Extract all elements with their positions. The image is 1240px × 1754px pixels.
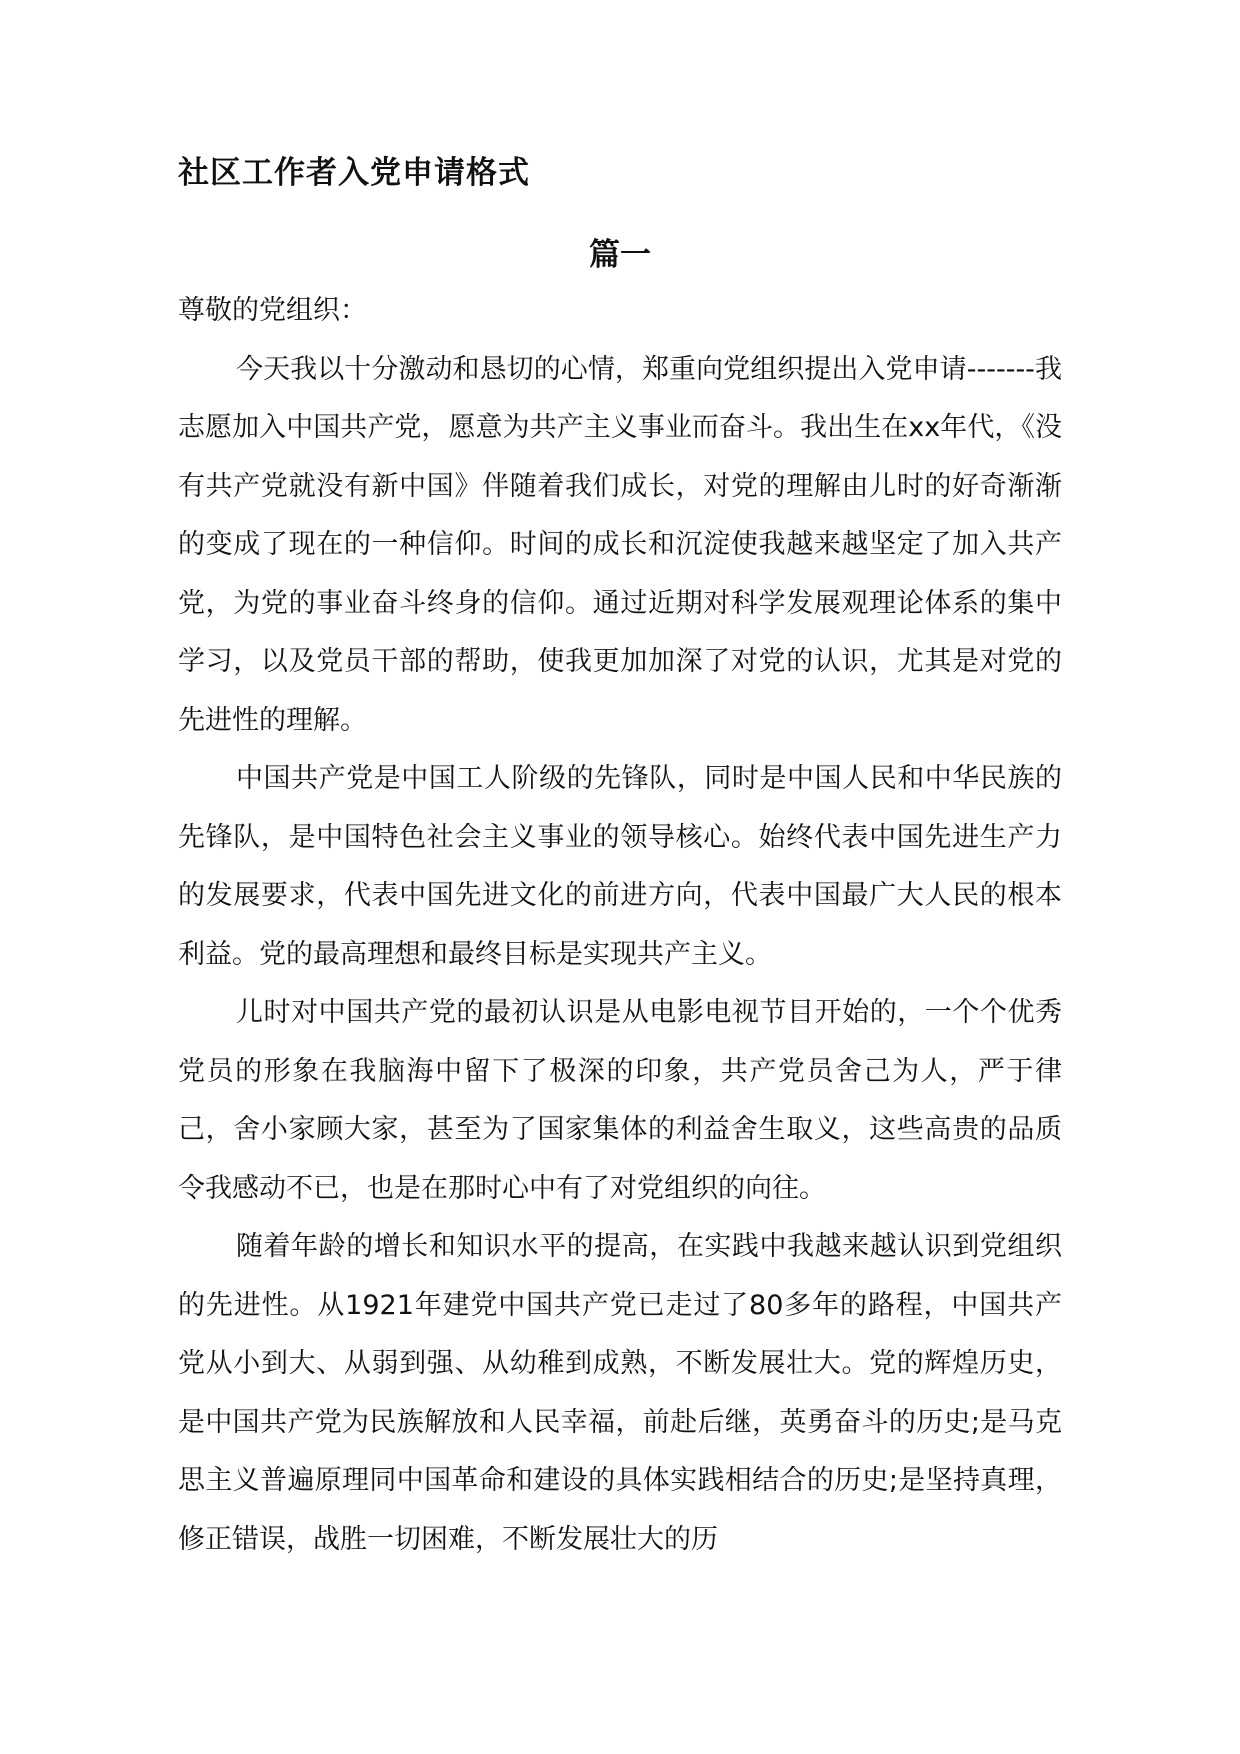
paragraph-1: 今天我以十分激动和恳切的心情，郑重向党组织提出入党申请-------我志愿加入中国共产党，愿意为共产主义事业而奋斗。我出生在xx年代，《没有共产党就没有新中国》伴随着我们成长，对党的理解由儿时的好奇渐渐的变成了现在的一种信仰。时间的成长和沉淀使我越来越坚定了加入共产党，为党的事业奋斗终身的信仰。通过近期对科学发展观理论体系的集中学习，以及党员干部的帮助，使我更加加深了对党的认识，尤其是对党的先进性的理解。 xyxy=(178,353,1062,736)
document-title: 社区工作者入党申请格式 xyxy=(178,155,530,191)
document-body xyxy=(178,150,1062,1569)
section-heading: 篇一 xyxy=(589,237,651,273)
paragraph-2: 中国共产党是中国工人阶级的先锋队，同时是中国人民和中华民族的先锋队，是中国特色社会主义事业的领导核心。始终代表中国先进生产力的发展要求，代表中国先进文化的前进方向，代表中国最广大人民的根本利益。党的最高理想和最终目标是实现共产主义。 xyxy=(178,763,1062,970)
salutation: 尊敬的党组织： xyxy=(178,295,367,326)
paragraph-4: 随着年龄的增长和知识水平的提高，在实践中我越来越认识到党组织的先进性。从1921年建党中国共产党已走过了80多年的路程，中国共产党从小到大、从弱到强、从幼稚到成熟，不断发展壮大。党的辉煌历史，是中国共产党为民族解放和人民幸福，前赴后继，英勇奋斗的历史;是马克思主义普遍原理同中国革命和建设的具体实践相结合的历史;是坚持真理，修正错误，战胜一切困难，不断发展壮大的历 xyxy=(178,1231,1062,1555)
paragraph-3: 儿时对中国共产党的最初认识是从电影电视节目开始的，一个个优秀党员的形象在我脑海中留下了极深的印象，共产党员舍己为人，严于律己，舍小家顾大家，甚至为了国家集体的利益舍生取义，这些高贵的品质令我感动不已，也是在那时心中有了对党组织的向往。 xyxy=(178,997,1062,1204)
